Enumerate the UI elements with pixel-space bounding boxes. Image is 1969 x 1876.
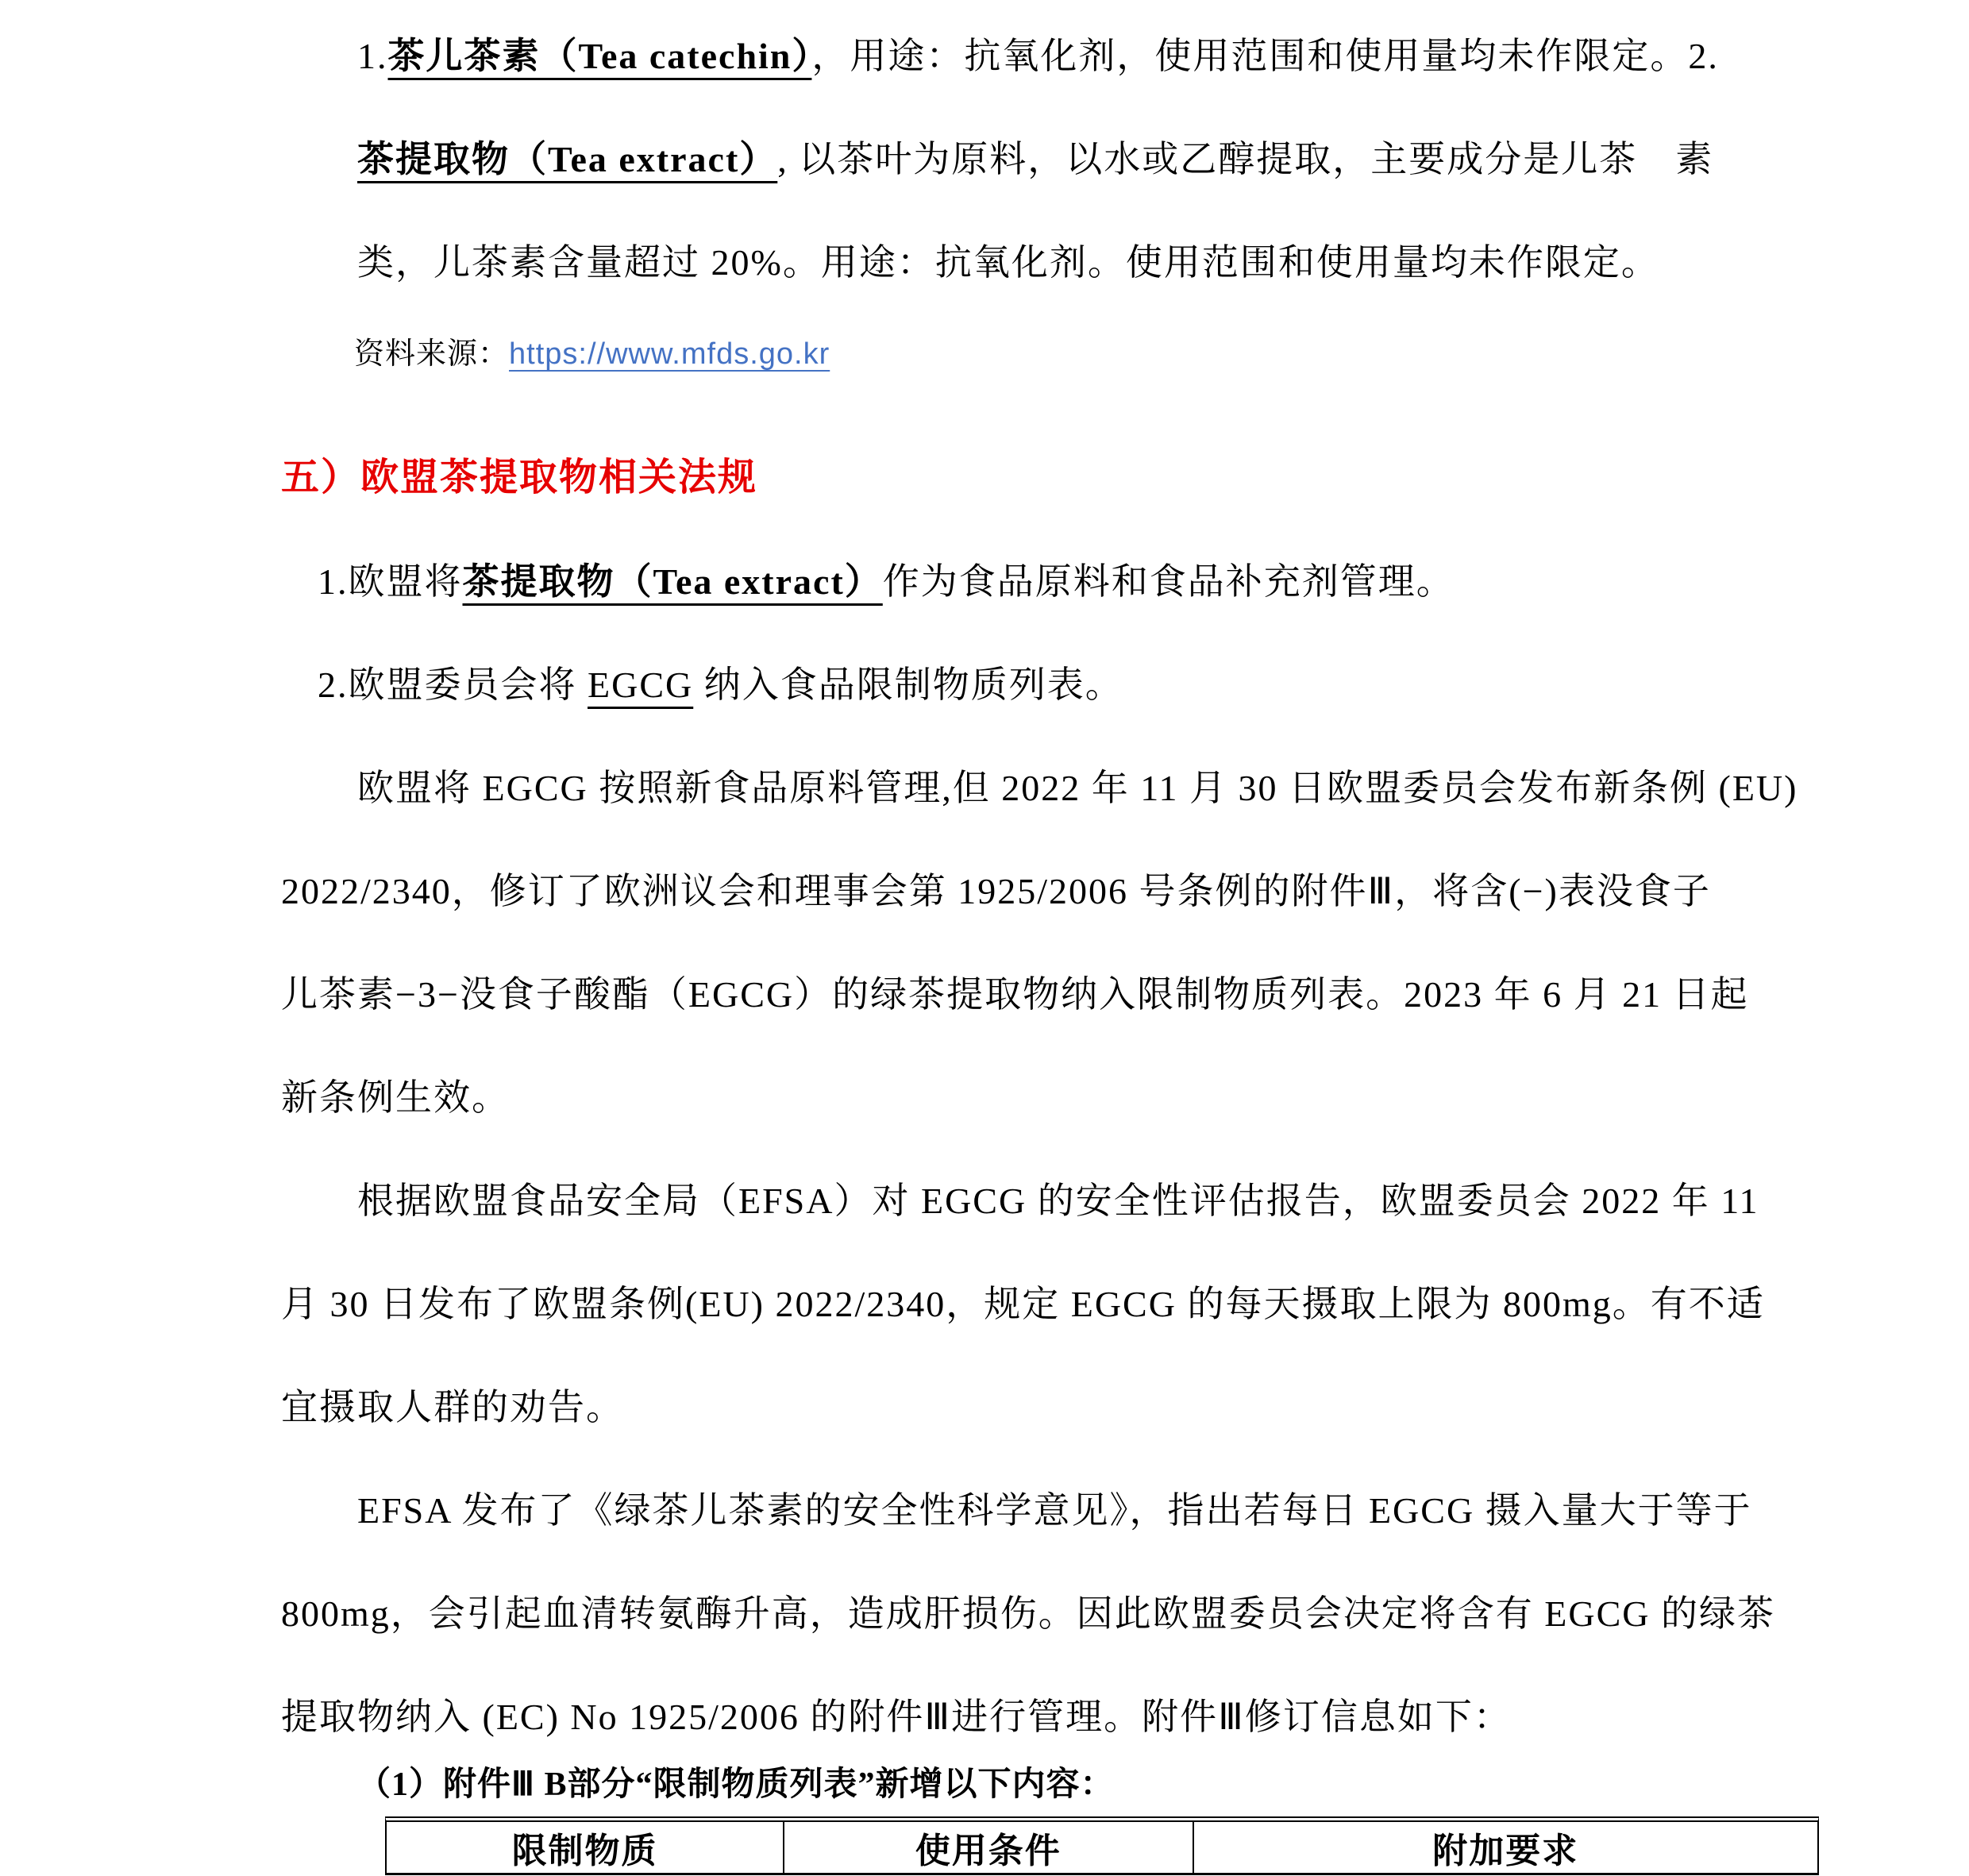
paragraph-line: 2022/2340，修订了欧洲议会和理事会第 1925/2006 号条例的附件Ⅲ，将含(−)表没食子 <box>281 871 1711 911</box>
eu-item-1 <box>281 530 1818 634</box>
paragraph-line: 800mg，会引起血清转氨酶升高，造成肝损伤。因此欧盟委员会决定将含有 EGCG 的绿茶 <box>281 1593 1775 1634</box>
paragraph-2 <box>281 1150 1818 1459</box>
korea-line-2-text: , 以茶叶为原料，以水或乙醇提取，主要成分是儿茶 素 <box>777 139 1714 179</box>
korea-line-1 <box>281 5 1818 108</box>
eu-item-2-suffix: 纳入食品限制物质列表。 <box>693 664 1123 705</box>
korea-line-3-text: 类，儿茶素含量超过 20%。用途：抗氧化剂。使用范围和使用量均未作限定。 <box>357 242 1659 283</box>
eu-section-heading: 五）欧盟茶提取物相关法规 <box>281 456 758 499</box>
korea-line-2 <box>281 108 1818 211</box>
table-header-restricted-substance: 限制物质 <box>387 1822 783 1875</box>
eu-item-2-prefix: 2.欧盟委员会将 <box>318 664 588 705</box>
list-number: 1. <box>357 36 388 76</box>
paragraph-1 <box>281 737 1818 1150</box>
paragraph-line: 提取物纳入 (EC) No 1925/2006 的附件Ⅲ进行管理。附件Ⅲ修订信息如下： <box>281 1697 1512 1737</box>
table-header-use-conditions: 使用条件 <box>783 1822 1192 1875</box>
eu-item-1-prefix: 1.欧盟将 <box>318 561 463 602</box>
table-header-additional-requirements: 附加要求 <box>1193 1822 1818 1875</box>
korea-line-1-text: ，用途：抗氧化剂，使用范围和使用量均未作限定。2. <box>811 36 1719 76</box>
paragraph-line: 根据欧盟食品安全局（EFSA）对 EGCG 的安全性评估报告，欧盟委员会 2022 年 11 <box>357 1181 1759 1221</box>
source-label: 资料来源： <box>354 337 510 371</box>
paragraph-line: EFSA 发布了《绿茶儿茶素的安全性科学意见》，指出若每日 EGCG 摄入量大于等于 <box>357 1490 1752 1531</box>
annex-note: （1）附件Ⅲ B部分“限制物质列表”新增以下内容： <box>357 1766 1115 1803</box>
paragraph-line: 月 30 日发布了欧盟条例(EU) 2022/2340，规定 EGCG 的每天摄取上限为 800mg。有不适 <box>281 1284 1765 1324</box>
term-tea-extract-2: 茶提取物（Tea extract） <box>462 561 883 602</box>
source-link[interactable]: https://www.mfds.go.kr <box>509 337 830 371</box>
eu-item-1-suffix: 作为食品原料和食品补充剂管理。 <box>882 561 1455 602</box>
table-header-row <box>387 1822 1817 1875</box>
source-line <box>281 314 1818 394</box>
term-egcg: EGCG <box>588 664 694 705</box>
term-tea-catechin: 茶儿茶素（Tea catechin） <box>387 36 812 76</box>
paragraph-line: 儿茶素−3−没食子酸酯（EGCG）的绿茶提取物纳入限制物质列表。2023 年 6 月 21 日起 <box>281 974 1749 1015</box>
paragraph-3 <box>281 1459 1818 1769</box>
paragraph-line: 欧盟将 EGCG 按照新食品原料管理,但 2022 年 11 月 30 日欧盟委员会发布新条例 (EU) <box>357 768 1798 808</box>
restricted-substances-table <box>385 1816 1819 1875</box>
korea-line-3 <box>281 211 1818 314</box>
eu-item-2 <box>281 634 1818 737</box>
paragraph-line: 宜摄取人群的劝告。 <box>281 1387 624 1427</box>
paragraph-line: 新条例生效。 <box>281 1077 510 1118</box>
term-tea-extract: 茶提取物（Tea extract） <box>357 139 778 179</box>
